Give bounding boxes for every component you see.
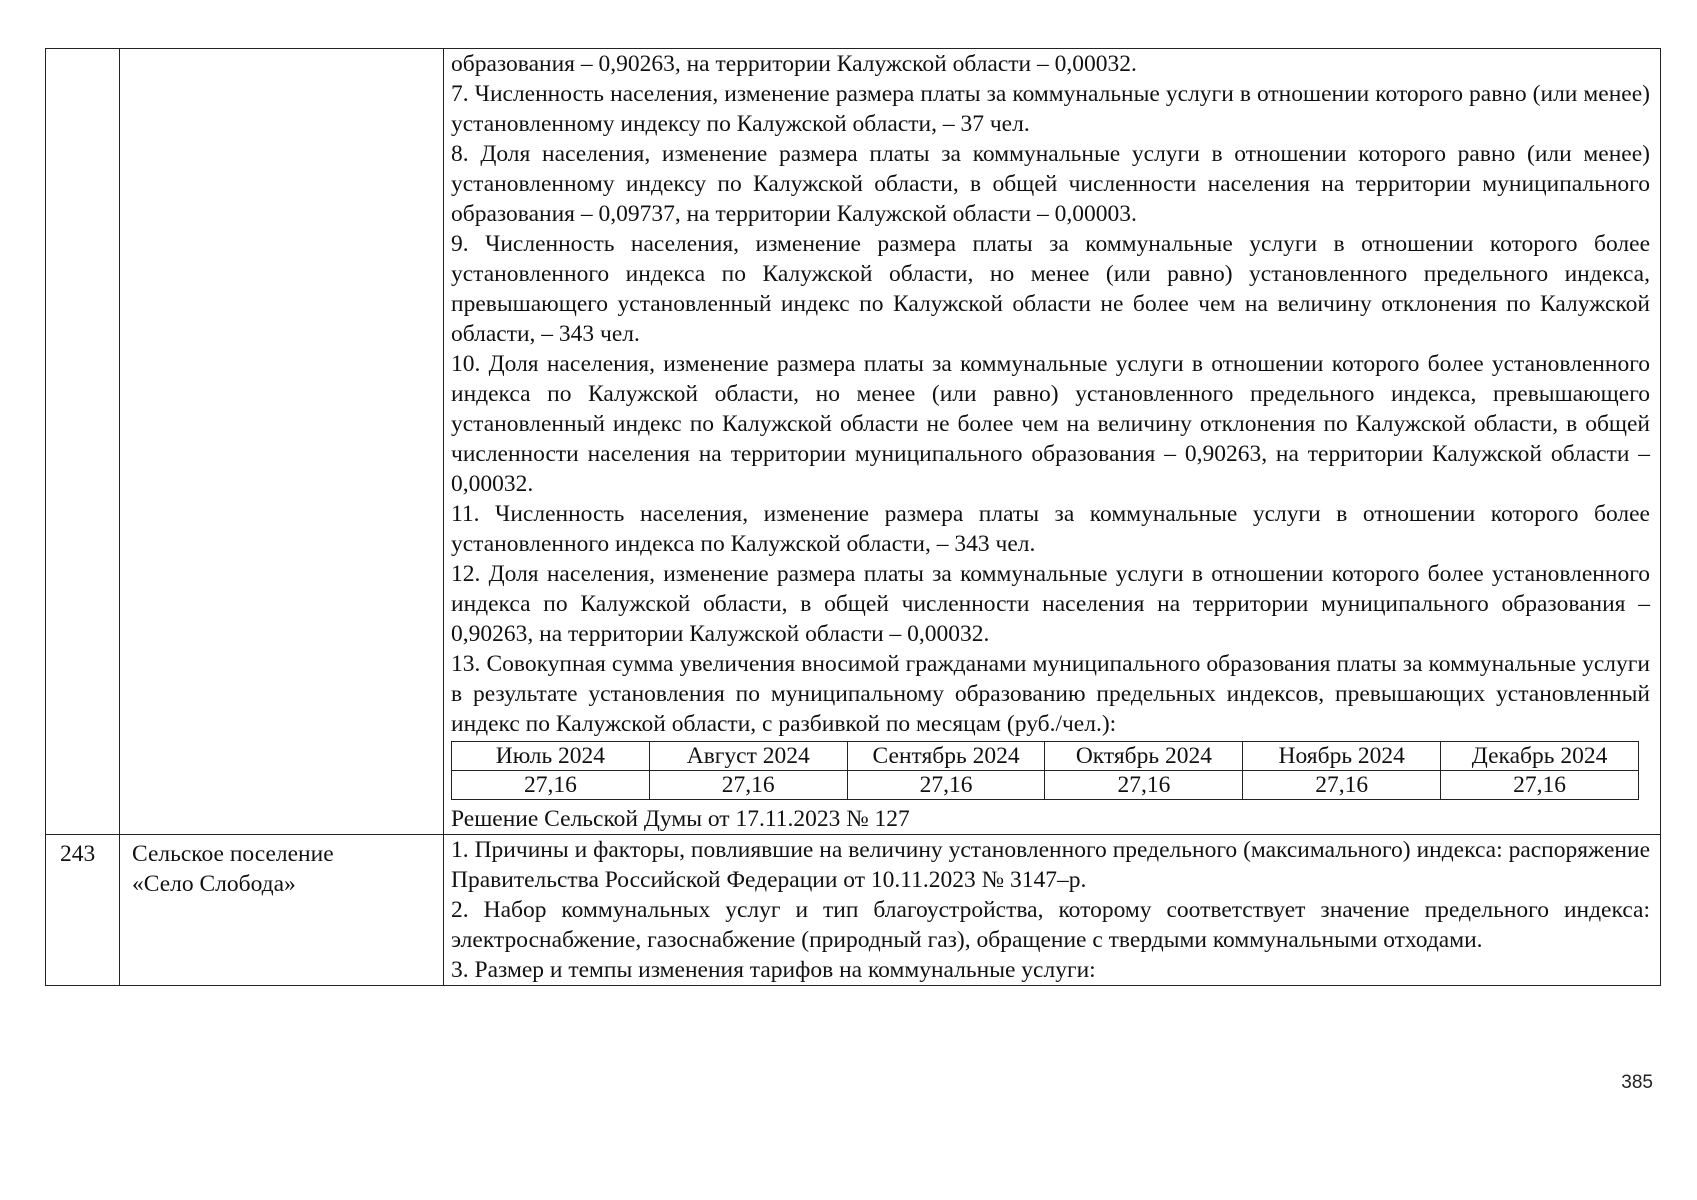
month-value: 27,16 bbox=[452, 771, 650, 800]
month-value: 27,16 bbox=[1045, 771, 1243, 800]
row-number-cell bbox=[46, 49, 120, 835]
paragraph: образования – 0,90263, на территории Калужской области – 0,00032. bbox=[451, 51, 1137, 77]
indices-table bbox=[45, 48, 1661, 986]
decision-reference: Решение Сельской Думы от 17.11.2023 № 127 bbox=[451, 806, 910, 832]
monthly-increase-table bbox=[451, 741, 1639, 800]
month-header: Июль 2024 bbox=[452, 742, 650, 771]
months-values-row bbox=[452, 771, 1639, 800]
municipality-name bbox=[120, 835, 444, 986]
page-number: 385 bbox=[1621, 1072, 1653, 1093]
month-value: 27,16 bbox=[847, 771, 1045, 800]
table-row-entry-243 bbox=[46, 835, 1661, 986]
municipality-name-line-1: Сельское поселение bbox=[132, 841, 334, 867]
month-header: Декабрь 2024 bbox=[1441, 742, 1639, 771]
month-value: 27,16 bbox=[1441, 771, 1639, 800]
paragraph: 10. Доля населения, изменение размера платы за коммунальные услуги в отношении которого более установленного индекса по Калужской области, но менее (или равно) установленного предельного индекса, превышающего установленный индекс по Калужской области не более чем на величину отклонения по Калужской области, в общей численности населения на территории муниципального образования – 0,90263, на территории Калужской области – 0,00032. bbox=[451, 351, 1650, 497]
paragraph: 2. Набор коммунальных услуг и тип благоустройства, которому соответствует значение предельного индекса: электроснабжение, газоснабжение (природный газ), обращение с твердыми коммунальными отходами. bbox=[451, 897, 1650, 953]
month-header: Август 2024 bbox=[649, 742, 847, 771]
paragraph: 3. Размер и темпы изменения тарифов на коммунальные услуги: bbox=[451, 957, 1096, 983]
municipality-name-line-2: «Село Слобода» bbox=[132, 871, 296, 897]
row-number: 243 bbox=[46, 835, 120, 986]
municipality-name-cell bbox=[120, 49, 444, 835]
months-header-row bbox=[452, 742, 1639, 771]
paragraph: 7. Численность населения, изменение размера платы за коммунальные услуги в отношении которого равно (или менее) установленному индексу по Калужской области, – 37 чел. bbox=[451, 81, 1650, 137]
paragraph: 12. Доля населения, изменение размера платы за коммунальные услуги в отношении которого более установленного индекса по Калужской области, в общей численности населения на территории муниципального образования – 0,90263, на территории Калужской области – 0,00032. bbox=[451, 561, 1650, 647]
paragraph: 9. Численность населения, изменение размера платы за коммунальные услуги в отношении которого более установленного индекса по Калужской области, но менее (или равно) установленного предельного индекса, превышающего установленный индекс по Калужской области не более чем на величину отклонения по Калужской области, – 343 чел. bbox=[451, 231, 1650, 347]
month-value: 27,16 bbox=[1243, 771, 1441, 800]
description-cell bbox=[444, 49, 1661, 835]
description-cell bbox=[444, 835, 1661, 986]
paragraph: 1. Причины и факторы, повлиявшие на величину установленного предельного (максимального) индекса: распоряжение Правительства Российской Федерации от 10.11.2023 № 3147–р. bbox=[451, 837, 1650, 893]
month-value: 27,16 bbox=[649, 771, 847, 800]
table-row-continuation bbox=[46, 49, 1661, 835]
paragraph: 11. Численность населения, изменение размера платы за коммунальные услуги в отношении которого более установленного индекса по Калужской области, – 343 чел. bbox=[451, 501, 1650, 557]
paragraph: 8. Доля населения, изменение размера платы за коммунальные услуги в отношении которого равно (или менее) установленному индексу по Калужской области, в общей численности населения на территории муниципального образования – 0,09737, на территории Калужской области – 0,00003. bbox=[451, 141, 1650, 227]
month-header: Октябрь 2024 bbox=[1045, 742, 1243, 771]
month-header: Ноябрь 2024 bbox=[1243, 742, 1441, 771]
paragraph: 13. Совокупная сумма увеличения вносимой гражданами муниципального образования платы за коммунальные услуги в результате установления по муниципальному образованию предельных индексов, превышающих установленный индекс по Калужской области, с разбивкой по месяцам (руб./чел.): bbox=[451, 651, 1650, 737]
month-header: Сентябрь 2024 bbox=[847, 742, 1045, 771]
